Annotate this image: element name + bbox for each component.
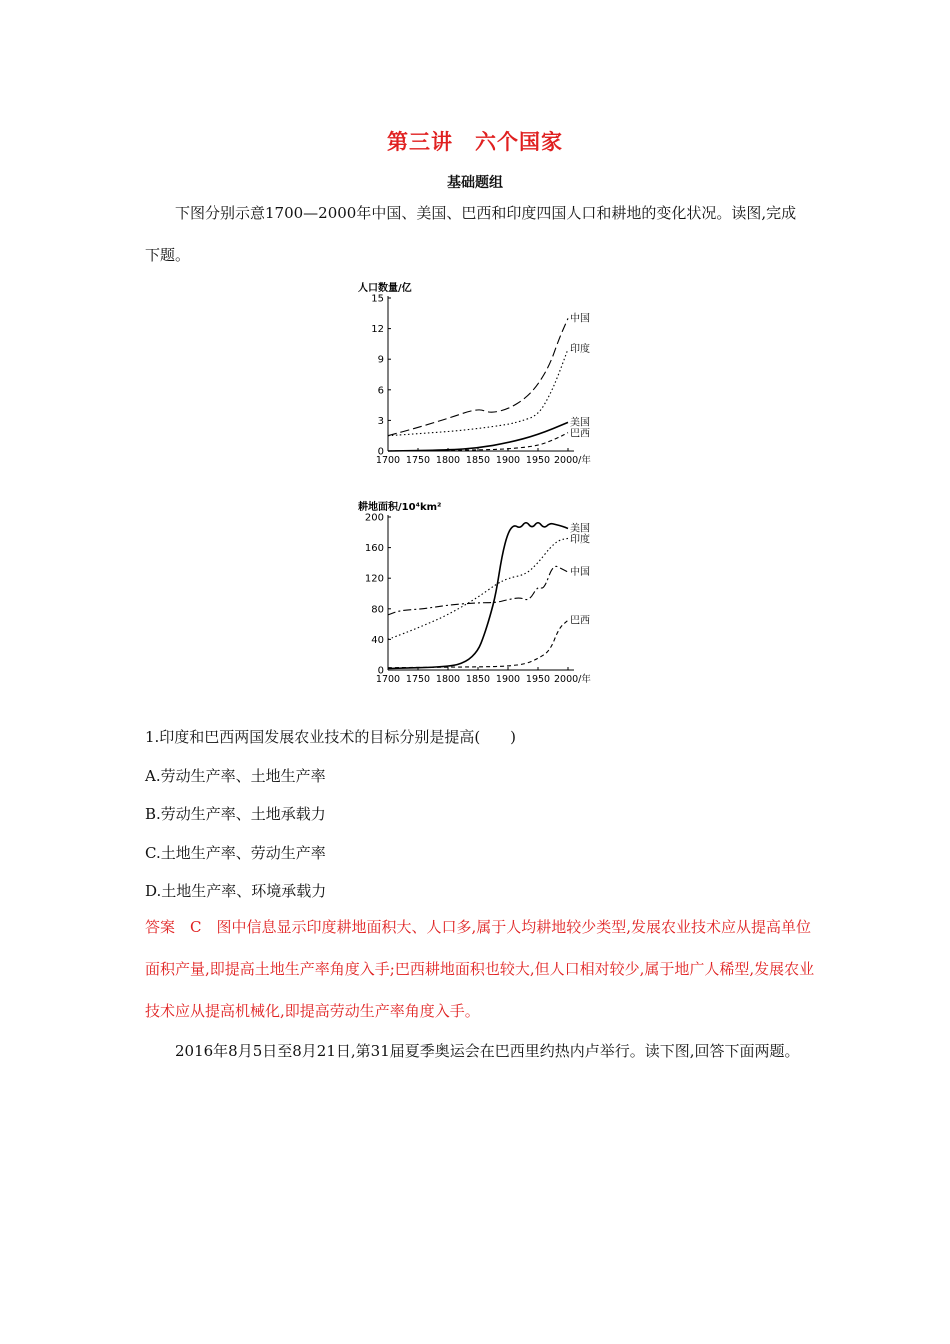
option-a: A.劳动生产率、土地生产率 xyxy=(145,767,326,785)
series-label: 中国 xyxy=(570,567,590,579)
y-tick-label: 3 xyxy=(377,415,384,427)
x-tick-label: 1900 xyxy=(495,455,521,466)
y-tick-label: 160 xyxy=(364,543,384,555)
y-tick-label: 6 xyxy=(377,385,384,397)
page-title: 第三讲 六个国家 xyxy=(387,130,563,154)
next-intro-paragraph: 2016年8月5日至8月21日,第31届夏季奥运会在巴西里约热内卢举行。读下图,回答下面两题。 xyxy=(175,1042,800,1060)
x-tick-label: 2000/年 xyxy=(554,674,591,685)
x-tick-label: 1800 xyxy=(435,674,461,685)
series-line xyxy=(388,566,568,615)
cropland-chart xyxy=(340,497,620,687)
section-title: 基础题组 xyxy=(447,175,503,191)
x-tick-label: 1850 xyxy=(465,455,491,466)
series-label: 印度 xyxy=(570,344,590,355)
y-tick-label: 0 xyxy=(377,446,384,458)
x-tick-label: 1900 xyxy=(495,674,521,685)
y-tick-label: 80 xyxy=(371,604,384,616)
population-chart xyxy=(340,278,620,468)
x-tick-label: 1850 xyxy=(465,674,491,685)
question-stem: 1.印度和巴西两国发展农业技术的目标分别是提高( ) xyxy=(145,728,517,746)
series-line xyxy=(388,620,568,667)
series-label: 美国 xyxy=(570,417,590,429)
series-line xyxy=(388,318,568,435)
x-tick-label: 1750 xyxy=(405,674,431,685)
series-label: 美国 xyxy=(570,523,590,535)
option-d: D.土地生产率、环境承载力 xyxy=(145,882,327,900)
series-line xyxy=(388,538,568,639)
y-tick-label: 40 xyxy=(371,634,384,646)
x-tick-label: 2000/年 xyxy=(554,455,591,466)
series-line xyxy=(388,523,568,669)
series-line xyxy=(388,422,568,451)
option-c: C.土地生产率、劳动生产率 xyxy=(145,844,326,862)
x-tick-label: 1950 xyxy=(525,455,551,466)
series-label: 巴西 xyxy=(570,428,590,440)
y-tick-label: 15 xyxy=(371,293,384,305)
option-b: B.劳动生产率、土地承载力 xyxy=(145,805,326,823)
series-line xyxy=(388,349,568,436)
y-tick-label: 120 xyxy=(364,573,384,585)
chart-ylabel: 耕地面积/10⁴km² xyxy=(358,502,442,513)
series-label: 印度 xyxy=(570,534,590,546)
chart-ylabel: 人口数量/亿 xyxy=(358,283,412,294)
y-tick-label: 0 xyxy=(377,665,384,677)
answer-explanation: 答案 C 图中信息显示印度耕地面积大、人口多,属于人均耕地较少类型,发展农业技术应从提高单位面积产量,即提高土地生产率角度入手;巴西耕地面积也较大,但人口相对较少,属于地广人稀型,发展农业技术应从提高机械化,即提高劳动生产率角度入手。 xyxy=(145,918,815,1020)
x-tick-label: 1700 xyxy=(375,674,401,685)
x-tick-label: 1950 xyxy=(525,674,551,685)
y-tick-label: 12 xyxy=(371,324,384,336)
intro-paragraph: 下图分别示意1700—2000年中国、美国、巴西和印度四国人口和耕地的变化状况。读图,完成下题。 xyxy=(145,204,797,264)
x-tick-label: 1700 xyxy=(375,455,401,466)
x-tick-label: 1750 xyxy=(405,455,431,466)
series-label: 中国 xyxy=(570,313,590,325)
series-label: 巴西 xyxy=(570,615,590,627)
y-tick-label: 9 xyxy=(377,354,384,366)
x-tick-label: 1800 xyxy=(435,455,461,466)
y-tick-label: 200 xyxy=(364,512,384,524)
